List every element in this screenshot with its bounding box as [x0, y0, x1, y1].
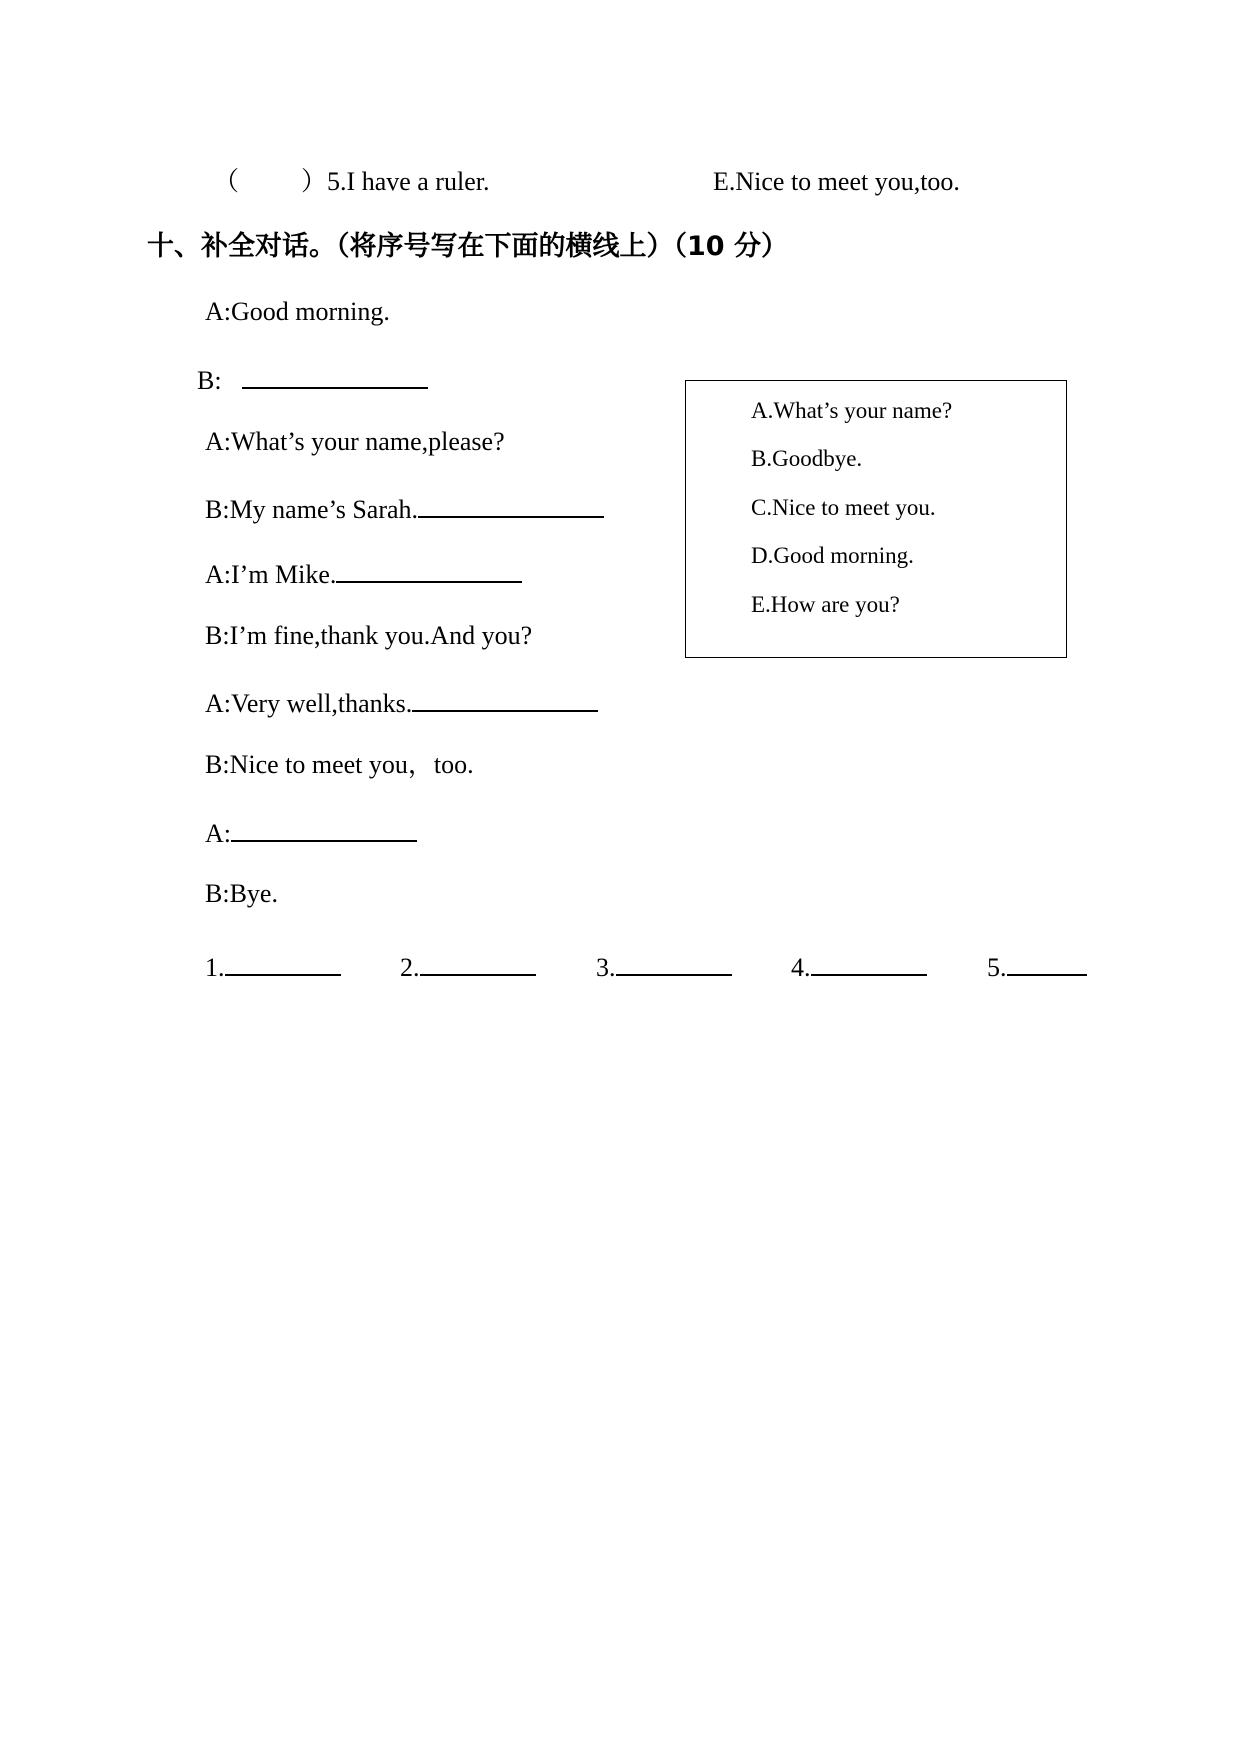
answer-item-1 — [205, 948, 341, 984]
answer-item-5 — [987, 948, 1087, 984]
dialogue-line-7 — [205, 684, 598, 720]
answer-blank-4[interactable] — [811, 948, 927, 976]
prev-question-text: 5.I have a ruler. — [327, 167, 490, 196]
dialogue-text: A: — [205, 819, 231, 848]
answer-number: 5. — [987, 953, 1007, 982]
answer-blank-2[interactable] — [420, 948, 536, 976]
dialogue-line-2 — [197, 361, 428, 397]
answer-number: 1. — [205, 953, 225, 982]
dialogue-blank-4[interactable] — [412, 684, 598, 712]
answer-item-2 — [400, 948, 536, 984]
answer-blank-1[interactable] — [225, 948, 341, 976]
dialogue-line-5 — [205, 555, 522, 591]
option-a: A.What’s your name? — [751, 398, 953, 423]
dialogue-line-6 — [205, 620, 532, 652]
dialogue-text: A:Good morning. — [205, 297, 390, 326]
dialogue-line-9 — [205, 814, 417, 850]
dialogue-blank-3[interactable] — [336, 555, 522, 583]
dialogue-line-8 — [205, 749, 474, 781]
answer-number: 3. — [596, 953, 616, 982]
dialogue-line-4 — [205, 490, 604, 526]
dialogue-text: B:Bye. — [205, 879, 278, 908]
dialogue-text: A:What’s your name,please? — [205, 427, 505, 456]
dialogue-blank-5[interactable] — [231, 814, 417, 842]
dialogue-line-3 — [205, 426, 505, 458]
dialogue-blank-1[interactable] — [242, 361, 428, 389]
options-box — [685, 380, 1067, 658]
option-b: B.Goodbye. — [751, 446, 863, 471]
answer-paren-close: ） — [301, 167, 328, 196]
dialogue-text: B:Nice to meet you，too. — [205, 750, 474, 779]
answer-item-3 — [596, 948, 732, 984]
answer-blank-5[interactable] — [1007, 948, 1087, 976]
answer-blank-3[interactable] — [616, 948, 732, 976]
option-e: E.How are you? — [751, 592, 900, 617]
answer-item-4 — [791, 948, 927, 984]
option-c: C.Nice to meet you. — [751, 495, 936, 520]
dialogue-text: A:Very well,thanks. — [205, 689, 413, 718]
dialogue-text: B:My name’s Sarah. — [205, 495, 419, 524]
prev-match-text: E.Nice to meet you,too. — [713, 167, 960, 196]
section-title: 十、补全对话。（将序号写在下面的横线上）（10 分） — [147, 231, 788, 262]
dialogue-line-1 — [205, 296, 390, 328]
answer-paren-open: （ — [213, 167, 240, 196]
dialogue-text: B: — [197, 366, 229, 395]
answer-number: 2. — [400, 953, 420, 982]
option-d: D.Good morning. — [751, 543, 914, 568]
answer-number: 4. — [791, 953, 811, 982]
prev-item-row — [213, 166, 489, 198]
dialogue-text: A:I’m Mike. — [205, 560, 337, 589]
dialogue-text: B:I’m fine,thank you.And you? — [205, 621, 533, 650]
dialogue-blank-2[interactable] — [418, 490, 604, 518]
dialogue-line-10 — [205, 878, 278, 910]
